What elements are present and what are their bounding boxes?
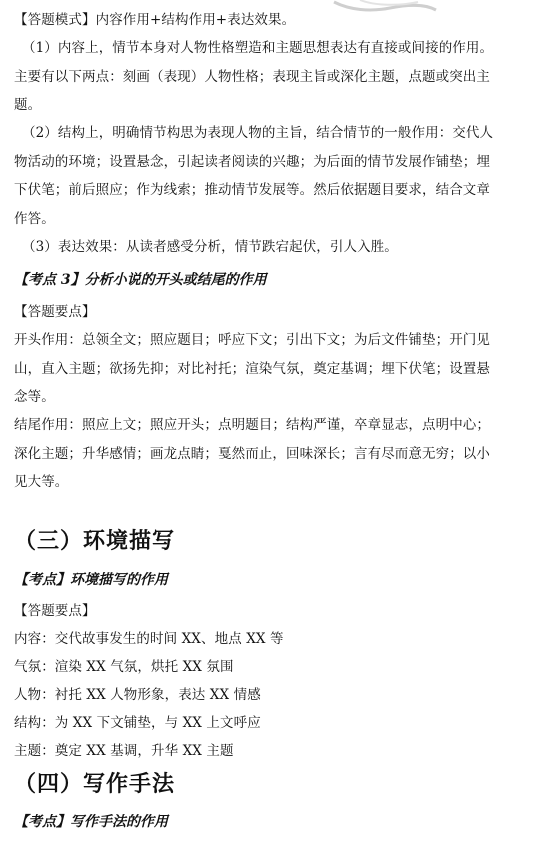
ending-function-line: 见大等。 <box>14 474 69 490</box>
environment-exam-point-heading: 【考点】环境描写的作用 <box>14 572 168 588</box>
environment-content-line: 内容：交代故事发生的时间 XX、地点 XX 等 <box>14 631 284 647</box>
structure-point-line: 下伏笔；前后照应；作为线索；推动情节发展等。然后依据题目要求，结合文章 <box>14 182 490 198</box>
environment-theme-line: 主题：奠定 XX 基调，升华 XX 主题 <box>14 743 234 759</box>
section-three-title: （三）环境描写 <box>14 528 176 554</box>
answer-mode-line: 【答题模式】内容作用+结构作用+表达效果。 <box>14 12 296 28</box>
structure-point-line: 物活动的环境；设置悬念，引起读者阅读的兴趣；为后面的情节发展作铺垫；埋 <box>14 154 490 170</box>
section-four-title: （四）写作手法 <box>14 771 176 797</box>
ending-function-line: 深化主题；升华感情；画龙点睛；戛然而止，回味深长；言有尽而意无穷；以小 <box>14 446 490 462</box>
opening-function-line: 开头作用：总领全文；照应题目；呼应下文；引出下文；为后文件铺垫；开门见 <box>14 332 490 348</box>
exam-point-3-heading: 【考点 3】分析小说的开头或结尾的作用 <box>14 272 267 288</box>
environment-structure-line: 结构：为 XX 下文铺垫，与 XX 上文呼应 <box>14 715 261 731</box>
content-point-line: 主要有以下两点：刻画（表现）人物性格；表现主旨或深化主题，点题或突出主 <box>14 69 490 85</box>
answer-key-label: 【答题要点】 <box>14 603 96 619</box>
structure-point-line: 作答。 <box>14 211 55 227</box>
ending-function-line: 结尾作用：照应上文；照应开头；点明题目；结构严谨，卒章显志，点明中心； <box>14 417 490 433</box>
structure-point-line: （2）结构上，明确情节构思为表现人物的主旨，结合情节的一般作用：交代人 <box>22 125 494 141</box>
answer-key-label: 【答题要点】 <box>14 304 96 320</box>
opening-function-line: 念等。 <box>14 389 55 405</box>
content-point-line: 题。 <box>14 97 42 113</box>
opening-function-line: 山，直入主题；欲扬先抑；对比衬托；渲染气氛，奠定基调；埋下伏笔；设置悬 <box>14 361 490 377</box>
expression-point-line: （3）表达效果：从读者感受分析，情节跌宕起伏，引人入胜。 <box>22 239 398 255</box>
environment-atmosphere-line: 气氛：渲染 XX 气氛，烘托 XX 氛围 <box>14 659 234 675</box>
content-point-line: （1）内容上，情节本身对人物性格塑造和主题思想表达有直接或间接的作用。 <box>22 40 494 56</box>
environment-character-line: 人物：衬托 XX 人物形象，表达 XX 情感 <box>14 687 261 703</box>
writing-technique-exam-point-heading: 【考点】写作手法的作用 <box>14 814 168 830</box>
